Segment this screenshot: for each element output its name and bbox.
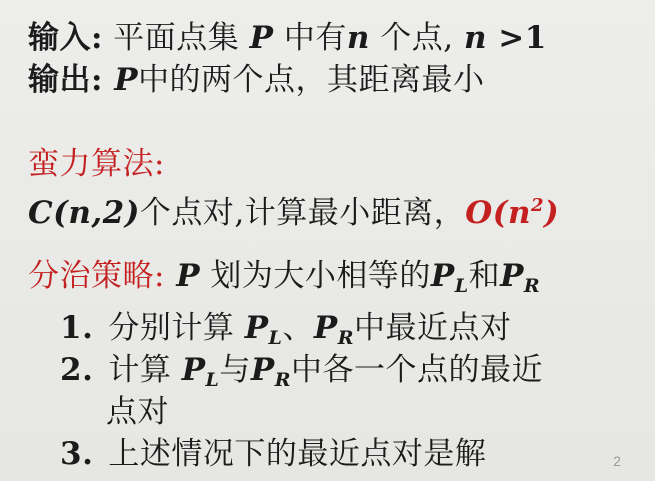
brute-complexity (465, 195, 559, 231)
input-text-1: 平面点集 (102, 20, 250, 56)
step-2-pl-base: P (181, 352, 206, 388)
output-line (28, 62, 485, 98)
brute-force-line (28, 188, 559, 231)
input-var-n2: n (463, 20, 487, 56)
step-1-text-2: 中最近点对 (354, 310, 512, 346)
complexity-exp: 2 (531, 195, 545, 216)
brute-text: 个点对,计算最小距离， (139, 195, 466, 231)
brute-force-title (28, 146, 165, 182)
step-1 (60, 310, 512, 356)
step-2-continued (106, 394, 169, 430)
divide-text: 划为大小相等的 (200, 258, 431, 294)
step-1-pr (313, 310, 354, 349)
step-1-pl-base: P (244, 310, 269, 346)
input-text-3: 个点, (369, 20, 464, 56)
step-1-text: 分别计算 (98, 310, 245, 346)
step-2-text: 计算 (98, 352, 182, 388)
step-2-pr-base: P (250, 352, 275, 388)
step-2 (60, 352, 543, 398)
input-text-2: 中有 (273, 20, 347, 56)
complexity-close: ) (544, 195, 560, 231)
pr-base: P (500, 258, 524, 294)
brute-force-title-text: 蛮力算法: (28, 146, 165, 182)
divide-var-p: P (164, 258, 201, 294)
step-3-text: 上述情况下的最近点对是解 (98, 436, 487, 472)
output-var-p: P (102, 62, 139, 98)
step-1-number: 1. (60, 310, 94, 346)
complexity-base: O(n (465, 195, 531, 231)
input-var-p: P (249, 20, 274, 56)
step-1-pl (244, 310, 283, 349)
step-2-sep: 与 (219, 352, 251, 388)
divide-line (28, 258, 540, 304)
step-2-pr (250, 352, 291, 391)
output-label: 输出: (28, 62, 103, 98)
step-1-sep: 、 (282, 310, 314, 346)
step-2-pl-sub: L (205, 369, 220, 391)
input-line (28, 20, 547, 56)
divide-pr (500, 258, 541, 297)
step-2-pr-sub: R (274, 369, 291, 391)
pl-base: P (430, 258, 455, 294)
divide-pl (430, 258, 469, 297)
step-2-cont-text: 点对 (106, 394, 169, 430)
input-label: 输入: (28, 20, 103, 56)
output-text: 中的两个点，其距离最小 (138, 62, 485, 98)
pr-sub: R (523, 275, 541, 297)
step-3-number: 3. (60, 436, 94, 472)
divide-and: 和 (468, 258, 501, 294)
step-1-pl-sub: L (268, 327, 283, 349)
step-1-pr-sub: R (337, 327, 354, 349)
divide-title: 分治策略: (28, 258, 165, 294)
step-2-text-2: 中各一个点的最近 (291, 352, 543, 388)
input-text-4: >1 (487, 20, 547, 56)
step-3 (60, 436, 486, 472)
input-var-n: n (346, 20, 370, 56)
step-2-pl (181, 352, 220, 391)
pl-sub: L (454, 275, 469, 297)
brute-formula: C(n,2) (28, 195, 140, 231)
step-1-pr-base: P (313, 310, 338, 346)
step-2-number: 2. (60, 352, 94, 388)
page-number: 2 (613, 453, 621, 469)
